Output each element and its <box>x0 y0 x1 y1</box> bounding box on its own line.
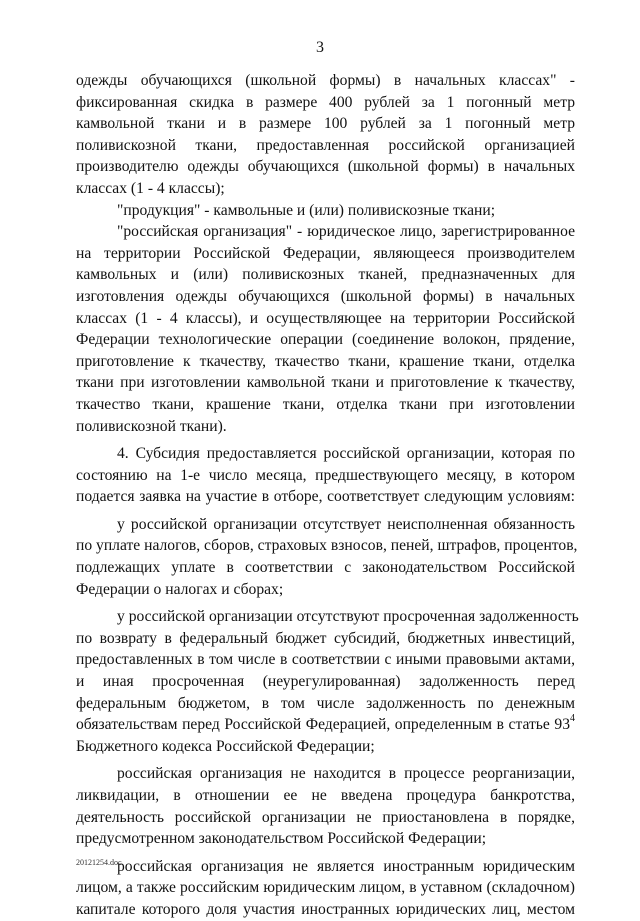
text-line-content: ткани при изготовлении камвольной ткани и приготовление к ткачеству, <box>76 374 575 392</box>
text-line-content: на территории Российской Федерации, являющееся производителем <box>76 244 575 262</box>
text-line <box>76 443 575 465</box>
text-line-content: фиксированная скидка в размере 400 рублей за 1 погонный метр <box>76 93 575 111</box>
text-line <box>76 628 575 650</box>
text-line-content: одежды обучающихся (школьной формы) в начальных классах" - <box>76 72 575 89</box>
text-line <box>76 465 575 487</box>
text-line-content: поливискозной ткани, предоставленная российской организацией <box>76 136 575 154</box>
text-line-content: камвольной ткани и в размере 100 рублей за 1 погонный метр <box>76 115 575 133</box>
text-line-content: Федерации о налогах и сборах; <box>76 580 284 598</box>
text-line <box>76 394 575 416</box>
text-line <box>76 351 575 373</box>
text-line <box>76 828 575 850</box>
text-line-content: российская организация не является иностранным юридическим <box>117 857 575 875</box>
text-line <box>76 557 575 579</box>
text-line-content: поливискозной ткани). <box>76 417 227 435</box>
text-line-content: состоянию на 1-е число месяца, предшествующего месяцу, в котором <box>76 466 575 484</box>
text-line <box>76 899 575 921</box>
text-line <box>76 286 575 308</box>
text-line <box>76 714 575 736</box>
text-line <box>76 736 575 758</box>
text-line-content: классах (1 - 4 классы), и осуществляющее на территории Российской <box>76 309 575 327</box>
text-line <box>76 606 579 628</box>
text-line-content: по возврату в федеральный бюджет субсидий, бюджетных инвестиций, <box>76 629 575 647</box>
text-line-content: подлежащих уплате в соответствии с законодательством Российской <box>76 559 575 577</box>
text-line <box>76 264 575 286</box>
text-line-content: у российской организации отсутствует неисполненная обязанность <box>117 515 575 533</box>
text-line-content: классах (1 - 4 классы); <box>76 179 225 197</box>
page-number: 3 <box>316 39 324 56</box>
text-line-content: 4. Субсидия предоставляется российской организации, которая по <box>117 445 575 463</box>
text-line <box>76 649 575 671</box>
text-line <box>76 514 575 536</box>
text-line-content: предусмотренном законодательством Российской Федерации; <box>76 830 487 848</box>
text-line <box>76 671 575 693</box>
text-line <box>76 785 575 807</box>
text-line-content: изготовления одежды обучающихся (школьной формы) в начальных <box>76 287 575 305</box>
text-line-content: Бюджетного кодекса Российской Федерации; <box>76 737 375 755</box>
text-line-content: "российская организация" - юридическое лицо, зарегистрированное <box>117 223 575 241</box>
text-line <box>76 416 575 438</box>
text-line-content: ликвидации, в отношении ее не введена процедура банкротства, <box>76 787 575 804</box>
text-line <box>76 178 575 200</box>
text-line <box>76 486 575 508</box>
text-line-content: камвольных и (или) поливискозных тканей, предназначенных для <box>76 266 575 284</box>
text-line-content: предоставленных в том числе в соответствии с иными правовыми актами, <box>76 651 575 669</box>
text-line-content: ткачество ткани, крашение ткани, отделка ткани при изготовлении <box>76 395 575 413</box>
text-line <box>76 535 578 557</box>
text-line-content: капитале которого доля участия иностранных юридических лиц, местом <box>76 900 575 918</box>
text-line-content: подается заявка на участие в отборе, соответствует следующим условиям: <box>76 488 575 506</box>
text-line <box>76 856 575 878</box>
text-line <box>76 70 575 92</box>
text-line <box>76 243 575 265</box>
text-line <box>76 579 575 601</box>
text-line <box>76 763 575 785</box>
text-line-content: приготовление к ткачеству, ткачество ткани, крашение ткани, отделка <box>76 352 575 370</box>
superscript: 4 <box>570 713 575 725</box>
text-line-content: российская организация не находится в процессе реорганизации, <box>117 765 575 783</box>
text-line-content: производителю одежды обучающихся (школьной формы) в начальных <box>76 158 575 176</box>
text-line-content: федеральным бюджетом, в том числе задолженность по денежным <box>76 694 575 712</box>
text-line <box>76 877 575 899</box>
text-line-content: лицом, а также российским юридическим лицом, в уставном (складочном) <box>76 879 575 897</box>
document-body <box>76 70 579 921</box>
text-line <box>76 135 575 157</box>
text-line <box>76 156 575 178</box>
text-line <box>76 693 575 715</box>
text-line-content: обязательствам перед Российской Федерацией, определенным в статье 93 <box>76 716 570 734</box>
text-line-content: и иная просроченная (неурегулированная) задолженность перед <box>76 673 575 691</box>
text-line <box>76 329 575 351</box>
text-line <box>76 200 575 222</box>
text-line <box>76 807 575 829</box>
text-line-content: Федерации технологические операции (соединение волокон, прядение, <box>76 331 575 349</box>
text-line <box>76 221 575 243</box>
text-line <box>76 113 575 135</box>
file-name-footer: 20121254.doc <box>76 858 122 867</box>
text-line <box>76 372 575 394</box>
text-line-content: деятельность российской организации не приостановлена в порядке, <box>76 808 575 826</box>
text-line <box>76 92 575 114</box>
text-line <box>76 308 575 330</box>
text-line-content: "продукция" - камвольные и (или) поливискозные ткани; <box>117 201 496 219</box>
text-line-content: у российской организации отсутствуют просроченная задолженность <box>117 608 579 626</box>
text-line-content: по уплате налогов, сборов, страховых взносов, пеней, штрафов, процентов, <box>76 537 578 555</box>
